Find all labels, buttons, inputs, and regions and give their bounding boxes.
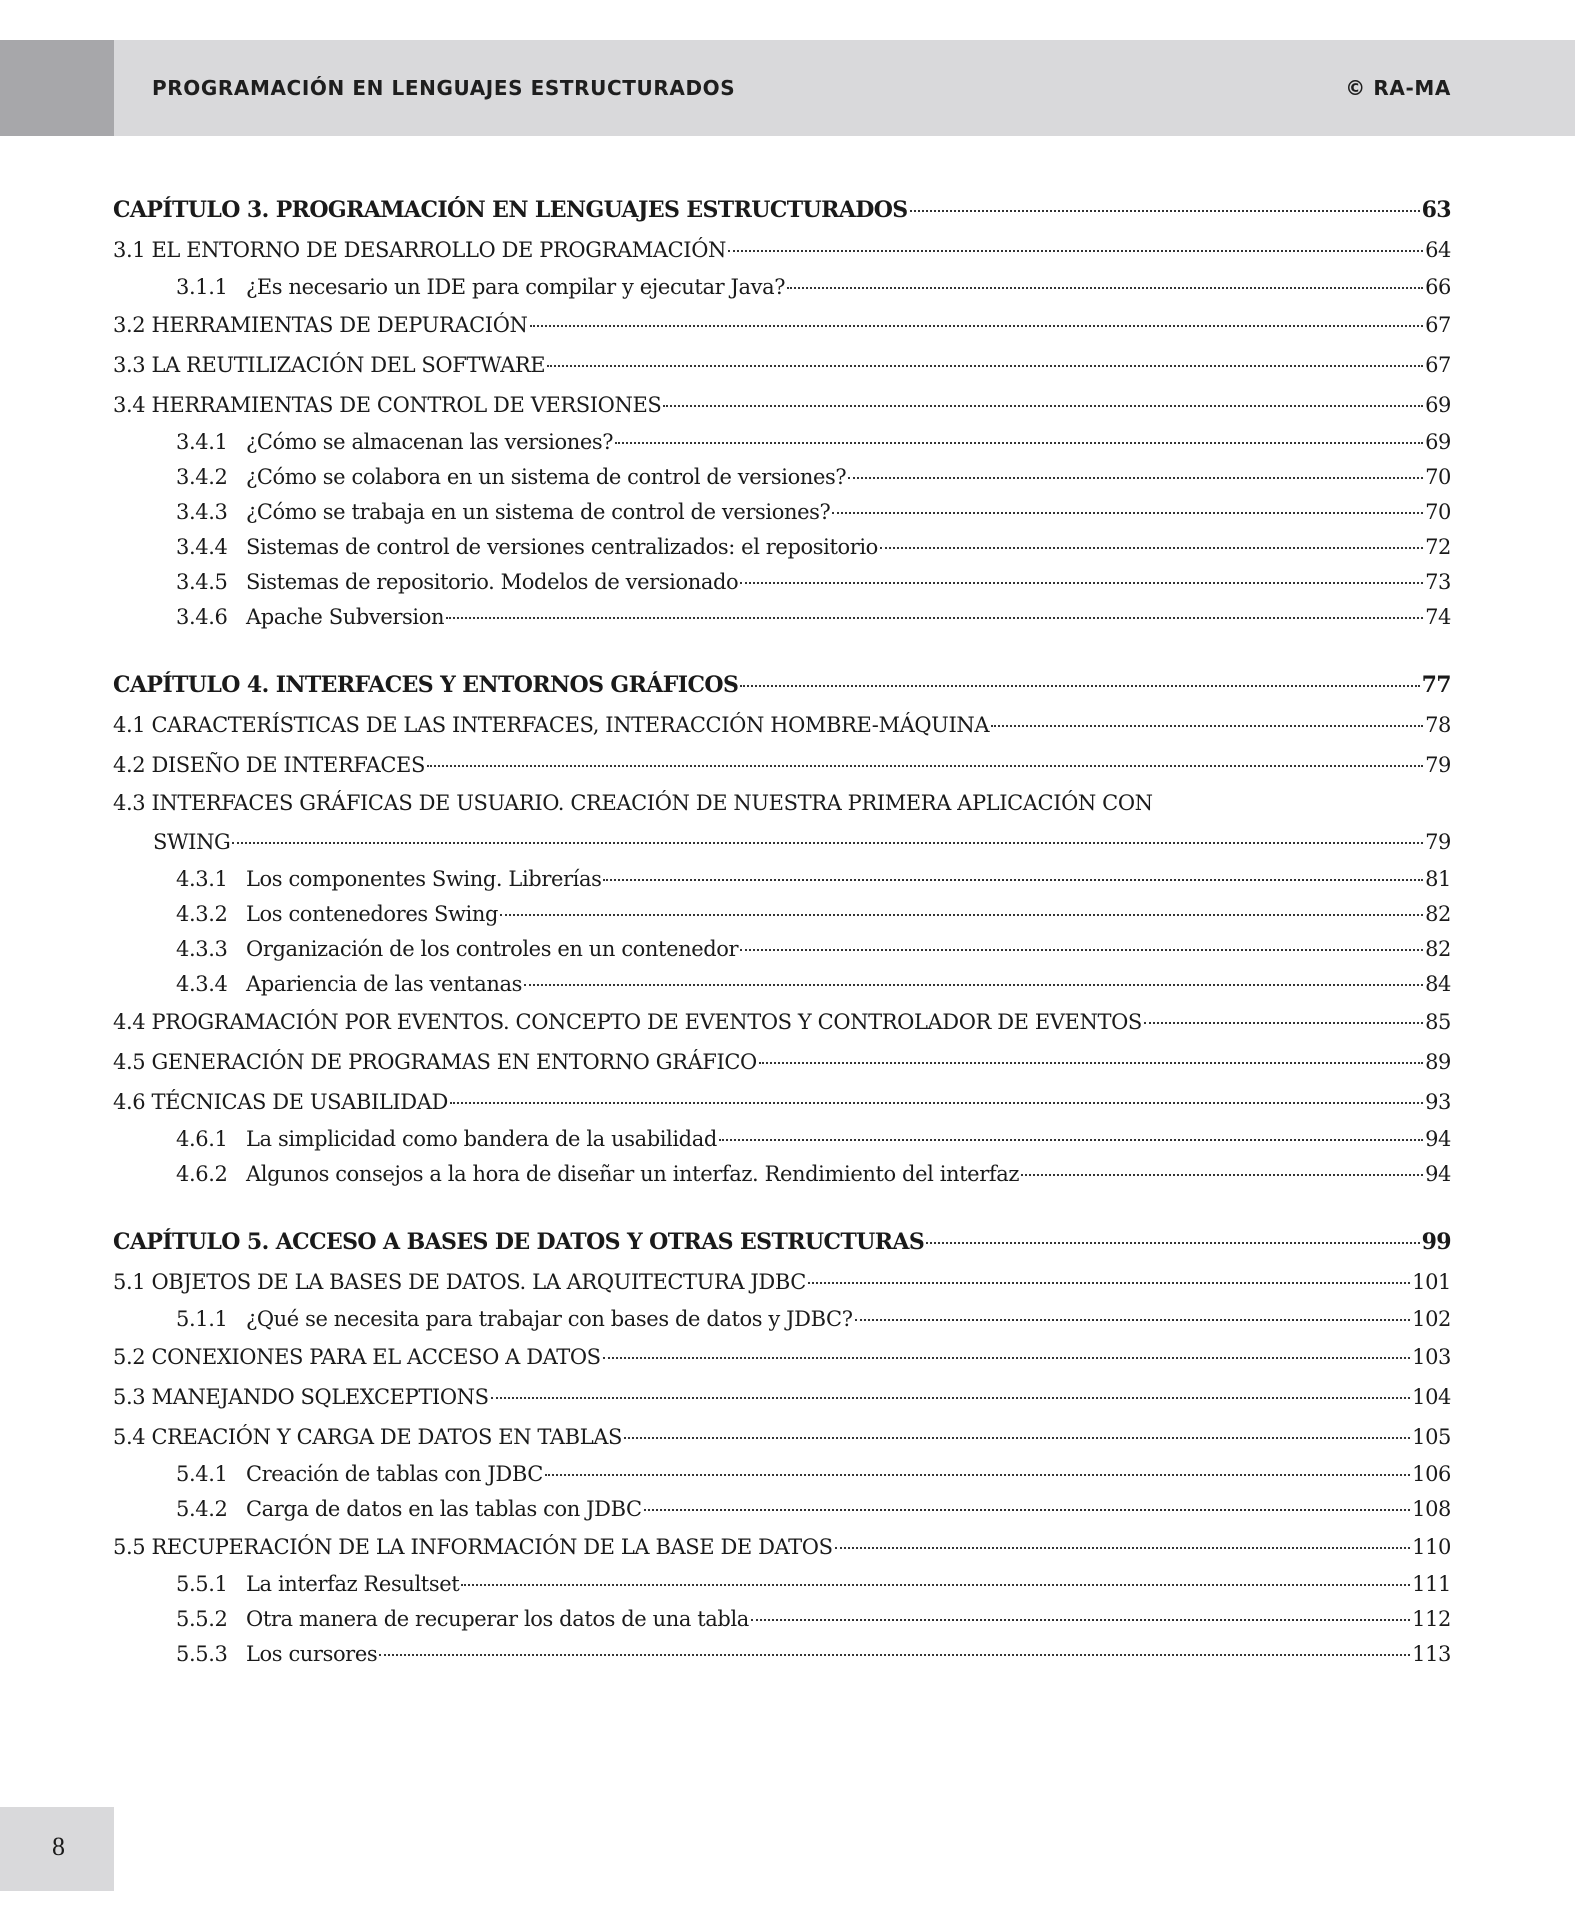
running-header-publisher: © RA-MA [1345,76,1451,100]
toc-entry-number: 5.5.3 [176,1642,228,1666]
toc-entry-number: 3.4.1 [176,430,228,454]
toc-page-number: 113 [1412,1642,1451,1666]
toc-entry-title [113,1527,833,1567]
dot-leader [450,1102,1423,1104]
toc-entry-text: 3.1 EL ENTORNO DE DESARROLLO DE PROGRAMACIÓN [113,238,726,262]
toc-entry [113,705,1451,745]
toc-page-number: 64 [1425,238,1451,262]
dot-leader [615,442,1423,444]
dot-leader [545,1474,1410,1476]
toc-entry-title [176,897,498,932]
dot-leader [926,1242,1419,1244]
toc-entry [113,1337,1451,1377]
toc-entry [113,1122,1451,1157]
toc-page-number: 63 [1421,197,1451,223]
dot-leader [603,1357,1410,1359]
running-header-title: PROGRAMACIÓN EN LENGUAJES ESTRUCTURADOS [152,76,736,100]
toc-entry-number: 4.6.1 [176,1127,228,1151]
dot-leader [530,325,1424,327]
toc-entry-text: Creación de tablas con JDBC [246,1462,543,1486]
toc-entry-title [176,565,738,600]
toc-entry [113,1157,1451,1192]
toc-entry [113,1042,1451,1082]
toc-entry-text: Sistemas de repositorio. Modelos de versionado [246,570,739,594]
toc-entry-text: ¿Cómo se colabora en un sistema de control de versiones? [246,465,847,489]
toc-entry-title [113,190,908,230]
toc-entry-text: La interfaz Resultset [246,1572,460,1596]
toc-page-number: 69 [1425,393,1451,417]
toc-entry-title [176,1302,853,1337]
toc-entry-number: 5.4.2 [176,1497,228,1521]
dot-leader [427,765,1423,767]
dot-leader [759,1062,1423,1064]
dot-leader [740,582,1423,584]
toc-entry [113,967,1451,1002]
toc-entry-number: 5.5.2 [176,1607,228,1631]
toc-page-number: 103 [1412,1345,1451,1369]
toc-entry-title [113,1002,1142,1042]
toc-entry [113,1002,1451,1042]
toc-entry [113,600,1451,635]
table-of-contents [113,190,1451,1672]
toc-page-number: 78 [1425,713,1451,737]
toc-entry-title [113,1042,757,1082]
toc-entry-text: 4.6 TÉCNICAS DE USABILIDAD [113,1090,448,1114]
toc-entry-text: 5.2 CONEXIONES PARA EL ACCESO A DATOS [113,1345,601,1369]
dot-leader [624,1437,1410,1439]
toc-entry-text: ¿Cómo se almacenan las versiones? [246,430,614,454]
toc-chapter [113,190,1451,635]
toc-entry-number: 4.3.4 [176,972,228,996]
toc-page-number: 84 [1425,972,1451,996]
dot-leader [461,1584,1410,1586]
toc-entry [113,230,1451,270]
toc-entry-title [176,270,785,305]
toc-page-number: 81 [1425,867,1451,891]
toc-page-number: 77 [1421,672,1451,698]
toc-entry [113,1302,1451,1337]
toc-entry-title [113,1417,622,1457]
toc-page-number: 74 [1425,605,1451,629]
toc-entry-number: 3.1.1 [176,275,228,299]
toc-page-number: 93 [1425,1090,1451,1114]
dot-leader [991,725,1423,727]
toc-page-number: 110 [1412,1535,1451,1559]
toc-entry-title [113,785,1153,822]
toc-entry [113,1377,1451,1417]
toc-entry-number: 4.3.2 [176,902,228,926]
toc-page-number: 111 [1412,1572,1451,1596]
toc-page-number: 85 [1425,1010,1451,1034]
dot-leader [491,1397,1411,1399]
toc-entry-text: Apache Subversion [246,605,445,629]
toc-entry-title [176,1492,642,1527]
toc-page-number: 102 [1412,1307,1451,1331]
toc-entry [113,822,1451,862]
toc-entry-title [113,705,989,745]
toc-entry [113,345,1451,385]
toc-entry [113,897,1451,932]
dot-leader [910,210,1420,212]
toc-entry-text: La simplicidad como bandera de la usabilidad [246,1127,717,1151]
dot-leader [379,1654,1410,1656]
toc-entry [113,1262,1451,1302]
toc-entry-text: 5.1 OBJETOS DE LA BASES DE DATOS. LA ARQUITECTURA JDBC [113,1270,806,1294]
toc-entry [113,1567,1451,1602]
toc-page-number: 101 [1412,1270,1451,1294]
toc-entry-title [113,1262,806,1302]
dot-leader [848,477,1423,479]
toc-entry [113,1492,1451,1527]
toc-entry-text: CAPÍTULO 4. INTERFACES Y ENTORNOS GRÁFICOS [113,672,739,698]
toc-entry-title [113,665,738,705]
toc-entry-text: Algunos consejos a la hora de diseñar un interfaz. Rendimiento del interfaz [246,1162,1019,1186]
dot-leader [835,1547,1411,1549]
toc-entry-title [176,1122,717,1157]
toc-entry-text: ¿Qué se necesita para trabajar con bases de datos y JDBC? [246,1307,853,1331]
dot-leader [740,685,1419,687]
dot-leader [880,547,1423,549]
dot-leader [855,1319,1411,1321]
dot-leader [603,879,1423,881]
toc-page-number: 89 [1425,1050,1451,1074]
toc-page-number: 73 [1425,570,1451,594]
header-corner-block [0,40,114,136]
toc-entry-text: Organización de los controles en un contenedor [246,937,739,961]
toc-page-number: 67 [1425,353,1451,377]
toc-entry-text: SWING [153,830,231,854]
toc-entry [113,862,1451,897]
toc-entry-title [176,1567,459,1602]
toc-entry-number: 5.5.1 [176,1572,228,1596]
dot-leader [524,984,1423,986]
dot-leader [808,1282,1410,1284]
toc-page-number: 112 [1412,1607,1451,1631]
toc-entry-text: Los cursores [246,1642,378,1666]
dot-leader [832,512,1423,514]
dot-leader [740,949,1423,951]
toc-entry-title [113,305,528,345]
toc-page-number: 94 [1425,1162,1451,1186]
toc-chapter-heading [113,190,1451,230]
toc-page-number: 104 [1412,1385,1451,1409]
toc-entry-text: 5.5 RECUPERACIÓN DE LA INFORMACIÓN DE LA BASE DE DATOS [113,1535,833,1559]
toc-page-number: 108 [1412,1497,1451,1521]
toc-entry-text: 4.3 INTERFACES GRÁFICAS DE USUARIO. CREACIÓN DE NUESTRA PRIMERA APLICACIÓN CON [113,791,1153,815]
toc-page-number: 79 [1425,753,1451,777]
toc-entry-title [176,425,613,460]
dot-leader [500,914,1423,916]
toc-chapter-heading [113,665,1451,705]
toc-entry-title [113,1377,489,1417]
toc-entry-title [176,495,830,530]
toc-entry-text: 4.4 PROGRAMACIÓN POR EVENTOS. CONCEPTO DE EVENTOS Y CONTROLADOR DE EVENTOS [113,1010,1142,1034]
dot-leader [751,1619,1410,1621]
dot-leader [1144,1022,1423,1024]
toc-entry-text: ¿Es necesario un IDE para compilar y ejecutar Java? [246,275,786,299]
toc-entry-number: 3.4.5 [176,570,228,594]
toc-entry-title [176,932,738,967]
toc-chapter [113,1222,1451,1672]
toc-entry [113,932,1451,967]
toc-entry [113,495,1451,530]
toc-page-number: 72 [1425,535,1451,559]
toc-entry [113,745,1451,785]
toc-entry [113,425,1451,460]
toc-entry [113,385,1451,425]
toc-entry-text: 3.4 HERRAMIENTAS DE CONTROL DE VERSIONES [113,393,662,417]
dot-leader [663,405,1423,407]
toc-entry [113,785,1451,822]
page-number: 8 [52,1832,65,1861]
toc-entry-title [176,530,878,565]
toc-entry-text: CAPÍTULO 3. PROGRAMACIÓN EN LENGUAJES ESTRUCTURADOS [113,197,908,223]
toc-entry-title [176,460,846,495]
toc-entry-number: 3.4.2 [176,465,228,489]
toc-entry-number: 4.3.1 [176,867,228,891]
toc-page-number: 106 [1412,1462,1451,1486]
toc-entry-text: Apariencia de las ventanas [246,972,522,996]
toc-entry [113,1602,1451,1637]
toc-page-number: 67 [1425,313,1451,337]
toc-entry-title [176,1157,1019,1192]
toc-entry-text: ¿Cómo se trabaja en un sistema de control de versiones? [246,500,831,524]
toc-entry [113,460,1451,495]
toc-entry-title [113,745,425,785]
toc-entry [113,1457,1451,1492]
dot-leader [787,287,1423,289]
toc-page-number: 70 [1425,500,1451,524]
toc-entry-number: 4.6.2 [176,1162,228,1186]
toc-entry-title [176,1637,377,1672]
toc-entry-title [113,385,661,425]
toc-entry-title [113,1082,448,1122]
toc-entry-title [153,822,230,862]
dot-leader [1021,1174,1423,1176]
dot-leader [728,250,1423,252]
toc-page-number: 70 [1425,465,1451,489]
toc-page-number: 82 [1425,902,1451,926]
toc-entry-title [176,1457,543,1492]
toc-entry [113,1417,1451,1457]
toc-entry-number: 3.4.4 [176,535,228,559]
toc-entry-number: 3.4.6 [176,605,228,629]
toc-entry-text: Carga de datos en las tablas con JDBC [246,1497,642,1521]
dot-leader [446,617,1423,619]
toc-entry [113,1082,1451,1122]
toc-entry [113,270,1451,305]
toc-entry [113,1527,1451,1567]
toc-entry-title [113,345,545,385]
toc-entry-text: CAPÍTULO 5. ACCESO A BASES DE DATOS Y OTRAS ESTRUCTURAS [113,1229,925,1255]
toc-entry-title [176,862,601,897]
toc-entry-text: 4.5 GENERACIÓN DE PROGRAMAS EN ENTORNO GRÁFICO [113,1050,757,1074]
toc-chapter [113,665,1451,1192]
toc-entry-number: 4.3.3 [176,937,228,961]
toc-chapter-heading [113,1222,1451,1262]
toc-page-number: 82 [1425,937,1451,961]
toc-entry-title [113,230,726,270]
dot-leader [719,1139,1423,1141]
toc-entry [113,530,1451,565]
toc-entry [113,1637,1451,1672]
toc-entry-text: 4.2 DISEÑO DE INTERFACES [113,753,425,777]
toc-entry-text: 5.3 MANEJANDO SQLEXCEPTIONS [113,1385,489,1409]
toc-entry-text: Los contenedores Swing [246,902,499,926]
toc-page-number: 69 [1425,430,1451,454]
toc-entry-text: Otra manera de recuperar los datos de una tabla [246,1607,749,1631]
toc-entry-title [113,1222,924,1262]
toc-entry-text: 3.2 HERRAMIENTAS DE DEPURACIÓN [113,313,528,337]
toc-entry-number: 3.4.3 [176,500,228,524]
toc-entry-title [176,600,444,635]
toc-entry-title [176,1602,749,1637]
toc-page-number: 79 [1425,830,1451,854]
toc-entry-number: 5.1.1 [176,1307,228,1331]
dot-leader [232,842,1423,844]
toc-entry [113,305,1451,345]
dot-leader [547,365,1423,367]
toc-entry-text: 3.3 LA REUTILIZACIÓN DEL SOFTWARE [113,353,546,377]
toc-entry [113,565,1451,600]
toc-page-number: 66 [1425,275,1451,299]
toc-page-number: 94 [1425,1127,1451,1151]
toc-entry-title [113,1337,601,1377]
toc-page-number: 105 [1412,1425,1451,1449]
toc-entry-text: 5.4 CREACIÓN Y CARGA DE DATOS EN TABLAS [113,1425,622,1449]
toc-entry-text: 4.1 CARACTERÍSTICAS DE LAS INTERFACES, INTERACCIÓN HOMBRE-MÁQUINA [113,713,990,737]
toc-entry-title [176,967,522,1002]
toc-entry-number: 5.4.1 [176,1462,228,1486]
toc-entry-text: Sistemas de control de versiones centralizados: el repositorio [246,535,878,559]
dot-leader [644,1509,1410,1511]
toc-entry-text: Los componentes Swing. Librerías [246,867,602,891]
toc-page-number: 99 [1421,1229,1451,1255]
